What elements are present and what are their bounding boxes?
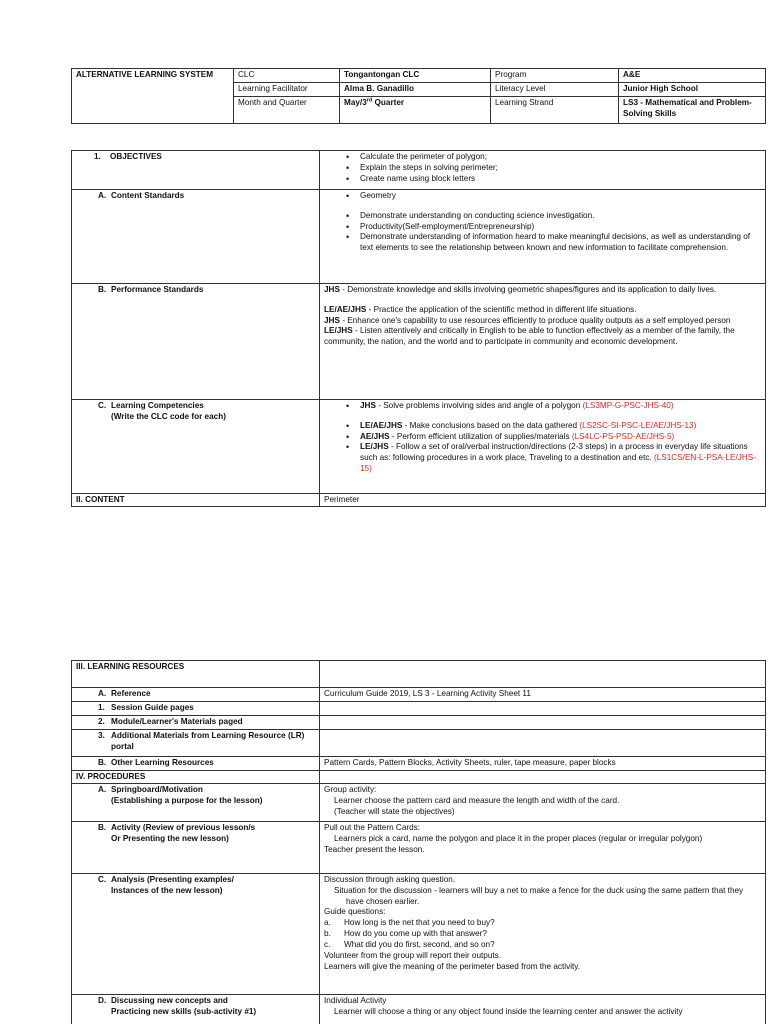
- clc-label: CLC: [234, 69, 340, 83]
- analysis-line: Learners will give the meaning of the perimeter based from the activity.: [324, 961, 581, 971]
- guide-question: b. How do you come up with that answer?: [324, 929, 487, 939]
- activity-line: Pull out the Pattern Cards:: [324, 823, 421, 832]
- performance-standard: LE/JHS - Listen attentively and critically in English to be able to function effectively as a member of the family, the community, the nation, and the world and to participate in community and economic development.: [324, 326, 735, 347]
- springboard-text: [320, 784, 766, 822]
- activity-label: B. Activity (Review of previous lesson/s Or Presenting the new lesson): [72, 822, 320, 874]
- session-guide-label: 1. Session Guide pages: [72, 702, 320, 716]
- strand-value: LS3 - Mathematical and Problem-Solving Skills: [619, 97, 766, 124]
- clc-value: Tongantongan CLC: [340, 69, 491, 83]
- module-value: [320, 716, 766, 730]
- program-value: A&E: [619, 69, 766, 83]
- analysis-line: Guide questions:: [324, 907, 386, 917]
- activity-line: Teacher present the lesson.: [324, 844, 425, 854]
- content-label: II. CONTENT: [72, 494, 320, 507]
- guide-question: c. What did you do first, second, and so on?: [324, 939, 495, 949]
- objectives-list: [320, 151, 766, 190]
- header-table: [71, 68, 766, 124]
- procedures-heading-value: [320, 771, 766, 784]
- strand-label: Learning Strand: [491, 97, 619, 124]
- standard-item: • Productivity(Self-employment/Entrepreneurship): [324, 222, 761, 233]
- performance-standard: JHS - Enhance one's capability to use resources efficiently to produce quality outputs as a self employed person: [324, 315, 731, 325]
- performance-standard: JHS - Demonstrate knowledge and skills involving geometric shapes/figures and its application to daily lives.: [324, 285, 717, 294]
- competency-item: • LE/JHS - Follow a set of oral/verbal instruction/directions (2-3 steps) in a process in everyday life situations such as: following procedures in a work place, Traveling to a destination and etc. (LS1CS/EN-L-PSA-LE/JHS-15): [324, 442, 761, 474]
- springboard-line: Group activity:: [324, 785, 377, 794]
- analysis-line: Discussion through asking question.: [324, 875, 456, 884]
- guide-question: a. How long is the net that you need to buy?: [324, 918, 495, 928]
- performance-standard: LE/AE/JHS - Practice the application of the scientific method in different life situations.: [324, 304, 637, 314]
- month-label: Month and Quarter: [234, 97, 340, 124]
- standard-item: • Demonstrate understanding of information heard to make meaningful decisions, as well as understanding of text elements to see the relationship between known and new information to facilitate comprehension.: [324, 232, 761, 254]
- other-resources-value: Pattern Cards, Pattern Blocks, Activity Sheets, ruler, tape measure, paper blocks: [320, 757, 766, 771]
- resources-heading: III. LEARNING RESOURCES: [72, 661, 320, 688]
- performance-standards-label: B. Performance Standards: [72, 284, 320, 400]
- resources-heading-value: [320, 661, 766, 688]
- literacy-label: Literacy Level: [491, 83, 619, 97]
- objectives-label: 1. OBJECTIVES: [72, 151, 320, 190]
- competency-item: • LE/AE/JHS - Make conclusions based on the data gathered (LS2SC-SI-PSC-LE/AE/JHS-13): [324, 421, 761, 432]
- resources-table: [71, 660, 766, 1024]
- learning-competencies-list: [320, 400, 766, 494]
- analysis-text: [320, 874, 766, 995]
- standard-item: • Demonstrate understanding on conducting science investigation.: [324, 211, 761, 222]
- other-resources-label: B. Other Learning Resources: [72, 757, 320, 771]
- discussion-line: Learner will choose a thing or any object found inside the learning center and answer the activity: [334, 1006, 683, 1016]
- procedures-heading: IV. PROCEDURES: [72, 771, 320, 784]
- reference-label: A. Reference: [72, 688, 320, 702]
- literacy-value: Junior High School: [619, 83, 766, 97]
- system-title: ALTERNATIVE LEARNING SYSTEM: [72, 69, 234, 124]
- springboard-line: (Teacher will state the objectives): [334, 806, 455, 816]
- content-value: Perimeter: [320, 494, 766, 507]
- discussion-text: [320, 995, 766, 1024]
- springboard-line: Learner choose the pattern card and measure the length and width of the card.: [334, 795, 620, 805]
- discussion-line: Individual Activity: [324, 996, 387, 1005]
- objective-item: • Calculate the perimeter of polygon;: [324, 152, 761, 163]
- program-label: Program: [491, 69, 619, 83]
- springboard-label: A. Springboard/Motivation (Establishing a purpose for the lesson): [72, 784, 320, 822]
- content-standards-label: A. Content Standards: [72, 190, 320, 284]
- competency-item: • JHS - Solve problems involving sides and angle of a polygon (LS3MP-G-PSC-JHS-40): [324, 401, 761, 412]
- performance-standards-text: [320, 284, 766, 400]
- session-guide-value: [320, 702, 766, 716]
- learning-competencies-label: C. Learning Competencies (Write the CLC code for each): [72, 400, 320, 494]
- facilitator-label: Learning Facilitator: [234, 83, 340, 97]
- standard-item: • Geometry: [324, 191, 761, 202]
- facilitator-value: Alma B. Ganadillo: [340, 83, 491, 97]
- competency-item: • AE/JHS - Perform efficient utilization of supplies/materials (LS4LC-PS-PSD-AE/JHS-5): [324, 432, 761, 443]
- activity-text: [320, 822, 766, 874]
- month-value: May/3rd Quarter: [340, 97, 491, 124]
- analysis-line: Volunteer from the group will report their outputs.: [324, 950, 502, 960]
- additional-materials-value: [320, 730, 766, 757]
- analysis-line: Situation for the discussion - learners will buy a net to make a fence for the duck using the same pattern that they have chosen earlier.: [334, 885, 744, 906]
- objective-item: • Create name using block letters: [324, 174, 761, 185]
- analysis-label: C. Analysis (Presenting examples/ Instances of the new lesson): [72, 874, 320, 995]
- activity-line: Learners pick a card, name the polygon and place it in the proper places (regular or irregular polygon): [334, 833, 703, 843]
- module-label: 2. Module/Learner's Materials paged: [72, 716, 320, 730]
- objective-item: • Explain the steps in solving perimeter;: [324, 163, 761, 174]
- content-standards-list: [320, 190, 766, 284]
- guide-questions: [324, 918, 761, 950]
- objectives-table: [71, 150, 766, 507]
- additional-materials-label: 3. Additional Materials from Learning Resource (LR) portal: [72, 730, 320, 757]
- discussion-label: D. Discussing new concepts and Practicing new skills (sub-activity #1): [72, 995, 320, 1024]
- reference-value: Curriculum Guide 2019, LS 3 - Learning Activity Sheet 11: [320, 688, 766, 702]
